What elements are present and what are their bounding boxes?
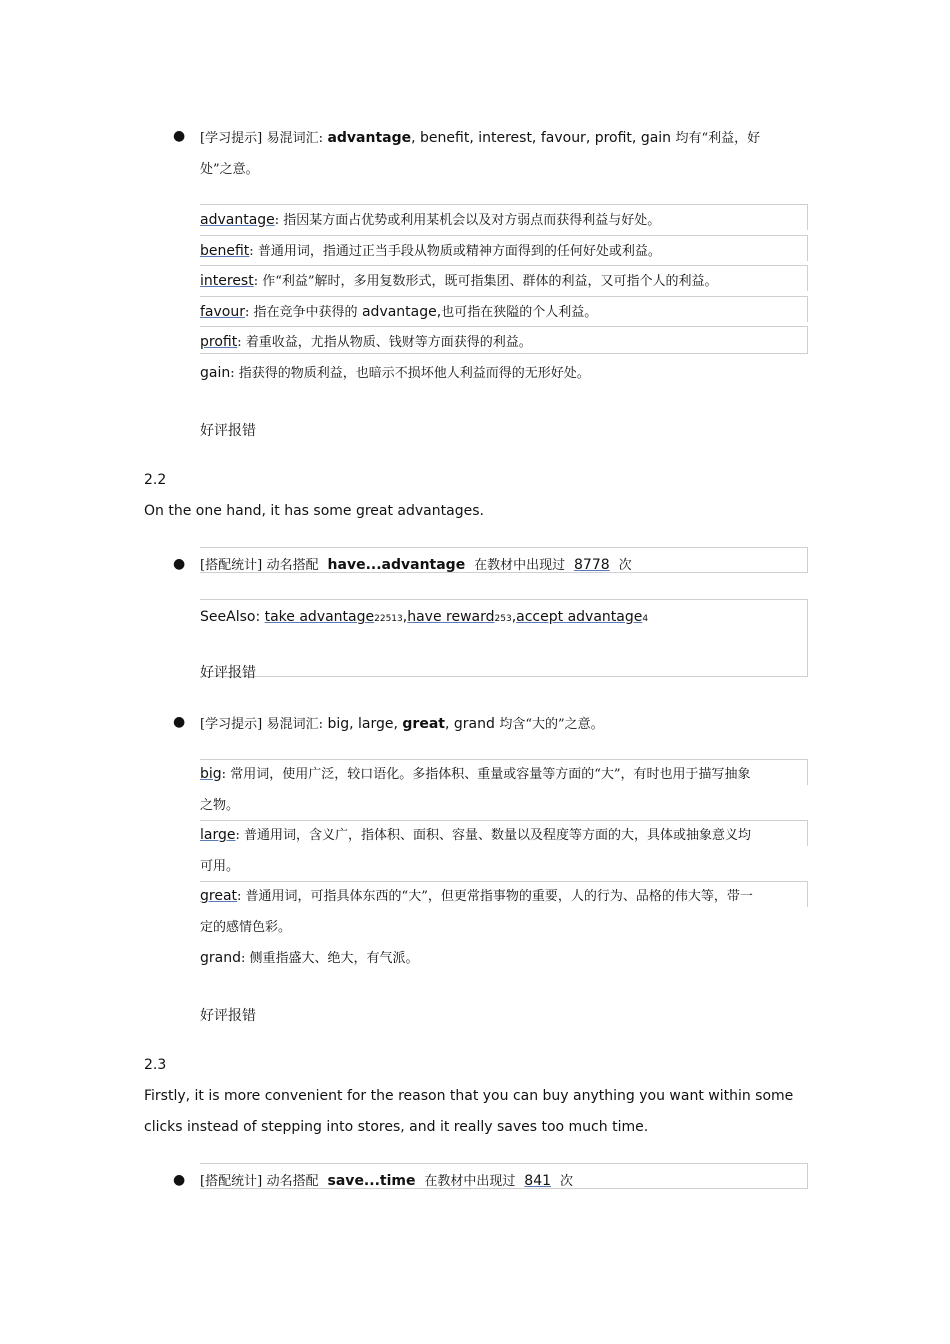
word-label: gain — [200, 365, 231, 381]
definition-grand: grand: 侧重指盛大、绝大，有气派。 — [200, 950, 419, 966]
hint-label: [学习提示] — [200, 131, 263, 146]
seealso-label: SeeAlso: — [200, 609, 261, 625]
hint-words-cont: , grand — [444, 716, 495, 732]
word-link[interactable]: profit — [200, 334, 238, 350]
definition-text: 指获得的物质利益，也暗示不损坏他人利益而得的无形好处。 — [238, 366, 590, 381]
definition-text-cont: 定的感情色彩。 — [200, 920, 292, 935]
seealso-count: 4 — [642, 614, 649, 624]
section-number: 2.3 — [144, 1057, 167, 1073]
seealso-link[interactable]: accept advantage — [516, 609, 643, 625]
definition-interest: interest: 作“利益”解时，多用复数形式，既可指集团、群体的利益，又可指个人的利益。 — [200, 265, 808, 291]
definition-advantage: advantage: 指因某方面占优势或利用某机会以及对方弱点而获得利益与好处。 — [200, 204, 808, 230]
feedback-link[interactable]: 好评报错 — [200, 423, 256, 439]
definition-text: 普通用词，指通过正当手段从物质或精神方面得到的任何好处或利益。 — [257, 244, 661, 259]
definition-benefit: benefit: 普通用词，指通过正当手段从物质或精神方面得到的任何好处或利益。 — [200, 235, 808, 261]
definition-text: 普通用词，含义广，指体积、面积、容量、数量以及程度等方面的大，具体或抽象意义均 — [244, 828, 752, 843]
feedback-link[interactable]: 好评报错 — [200, 665, 256, 681]
collocation-phrase: save...time — [327, 1173, 416, 1189]
collocation-label: [搭配统计] — [200, 558, 263, 573]
collocation-count-link[interactable]: 8778 — [574, 557, 610, 573]
collocation-label: [搭配统计] — [200, 1174, 263, 1189]
definition-text-cont: 之物。 — [200, 798, 240, 813]
definition-text: 侧重指盛大、绝大，有气派。 — [249, 951, 419, 966]
definition-text: 指在竞争中获得的 — [253, 305, 358, 320]
collocation-stat — [200, 1166, 808, 1197]
list-bullet: ● — [173, 1172, 186, 1188]
collocation-mid: 在教材中出现过 — [424, 1174, 516, 1189]
feedback-link[interactable]: 好评报错 — [200, 1008, 256, 1024]
definition-large-text: large: 普通用词，含义广，指体积、面积、容量、数量以及程度等方面的大，具体或抽象意义均 可用。 — [200, 827, 752, 874]
hint-meaning: 均有“利益，好 — [675, 131, 761, 146]
list-bullet: ● — [173, 128, 186, 144]
hint-label: [学习提示] — [200, 717, 263, 732]
definition-text: 指因某方面占优势或利用某机会以及对方弱点而获得利益与好处。 — [283, 213, 661, 228]
word-link[interactable]: favour — [200, 304, 245, 320]
word-link[interactable]: advantage — [200, 212, 275, 228]
definition-text-cont: 可用。 — [200, 859, 240, 874]
hint-meaning-cont: 处”之意。 — [200, 162, 259, 177]
sentence-line: Firstly, it is more convenient for the reason that you can buy anything you want within some — [144, 1088, 794, 1104]
hint-intro: 易混词汇: — [266, 717, 323, 732]
hint-word-bold: advantage — [327, 130, 412, 146]
definition-text: 着重收益，尤指从物质、钱财等方面获得的利益。 — [245, 335, 532, 350]
collocation-mid: 在教材中出现过 — [474, 558, 566, 573]
definition-text-en: advantage, — [357, 304, 442, 320]
seealso-link[interactable]: have reward — [407, 609, 495, 625]
sentence-line-cont: clicks instead of stepping into stores, and it really saves too much time. — [144, 1119, 649, 1135]
collocation-phrase: have...advantage — [327, 557, 466, 573]
word-link[interactable]: large — [200, 827, 236, 843]
collocation-count-link[interactable]: 841 — [524, 1173, 552, 1189]
definition-text: 作“利益”解时，多用复数形式，既可指集团、群体的利益，又可指个人的利益。 — [262, 274, 718, 289]
seealso-line: SeeAlso: take advantage22513,have reward253,accept advantage4 — [200, 609, 649, 625]
word-link[interactable]: great — [200, 888, 238, 904]
list-bullet: ● — [173, 714, 186, 730]
hint-intro: 易混词汇: — [266, 131, 323, 146]
definition-big-text: big: 常用词，使用广泛，较口语化。多指体积、重量或容量等方面的“大”，有时也用于描写抽象 之物。 — [200, 766, 751, 813]
collocation-unit: 次 — [559, 1174, 573, 1189]
seealso-count: 253 — [494, 614, 512, 624]
definition-great-text: great: 普通用词，可指具体东西的“大”，但更常指事物的重要，人的行为、品格的伟大等，带一 定的感情色彩。 — [200, 888, 753, 935]
definition-text: 普通用词，可指具体东西的“大”，但更常指事物的重要，人的行为、品格的伟大等，带一 — [245, 889, 753, 904]
word-label: grand — [200, 950, 241, 966]
definition-profit: profit: 着重收益，尤指从物质、钱财等方面获得的利益。 — [200, 326, 808, 354]
hint-word-bold: great — [402, 716, 445, 732]
definition-favour: favour: 指在竞争中获得的 advantage,也可指在狭隘的个人利益。 — [200, 296, 808, 322]
learning-hint — [200, 709, 808, 740]
example-sentence — [144, 1081, 808, 1143]
collocation-type: 动名搭配 — [266, 558, 319, 573]
collocation-type: 动名搭配 — [266, 1174, 319, 1189]
collocation-unit: 次 — [618, 558, 632, 573]
learning-hint — [200, 123, 808, 185]
word-link[interactable]: benefit — [200, 243, 250, 259]
section-number: 2.2 — [144, 472, 167, 488]
definition-text: 常用词，使用广泛，较口语化。多指体积、重量或容量等方面的“大”，有时也用于描写抽象 — [230, 767, 751, 782]
seealso-count: 22513 — [374, 614, 403, 624]
word-link[interactable]: big — [200, 766, 222, 782]
hint-words: , benefit, interest, favour, profit, gain — [411, 130, 672, 146]
collocation-stat — [200, 550, 808, 581]
example-sentence: On the one hand, it has some great advantages. — [144, 503, 484, 519]
seealso-link[interactable]: take advantage — [264, 609, 375, 625]
hint-meaning: 均含“大的”之意。 — [499, 717, 604, 732]
definition-gain: gain: 指获得的物质利益，也暗示不损坏他人利益而得的无形好处。 — [200, 365, 590, 381]
hint-words: big, large, — [323, 716, 403, 732]
list-bullet: ● — [173, 556, 186, 572]
word-link[interactable]: interest — [200, 273, 254, 289]
definition-text-cont: 也可指在狭隘的个人利益。 — [441, 305, 598, 320]
